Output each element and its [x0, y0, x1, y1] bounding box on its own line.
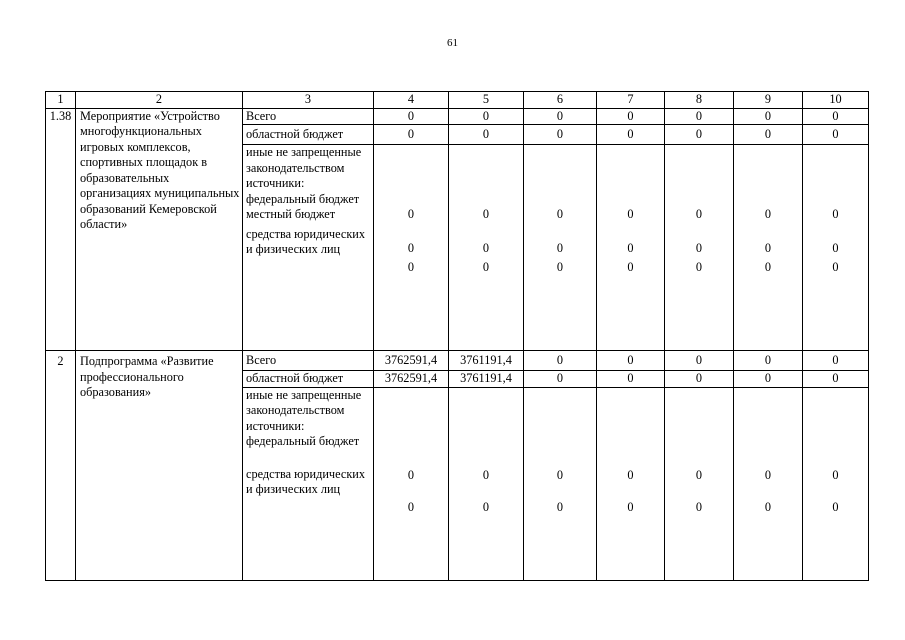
- measure-name: Подпрограмма «Развитие профессионального образования»: [76, 351, 243, 581]
- federal-value: 0: [482, 207, 490, 221]
- page-number: 61: [447, 37, 458, 49]
- table-cell: 3761191,4: [449, 351, 524, 371]
- row-number: 1.38: [46, 108, 76, 351]
- table-cell: 0: [449, 125, 524, 145]
- table-cell: 0: [803, 351, 869, 371]
- private-funds-label: средства юридических и физических лиц: [246, 226, 366, 256]
- source-label: Всего: [243, 351, 374, 371]
- private-value: 0: [627, 260, 634, 274]
- table-cell: 0: [665, 371, 734, 388]
- table-cell: [524, 145, 597, 351]
- private-value: 0: [482, 500, 490, 514]
- table-cell: 0: [803, 108, 869, 125]
- federal-value: 0: [556, 207, 564, 221]
- table-cell: 0: [665, 351, 734, 371]
- private-value: 0: [695, 260, 703, 274]
- table-cell: 3762591,4: [374, 351, 449, 371]
- table-cell: 0: [524, 125, 597, 145]
- local-value: 0: [407, 240, 415, 255]
- table-row: [46, 351, 869, 371]
- table-cell: [734, 387, 803, 581]
- local-value: 0: [482, 240, 490, 255]
- private-value: 0: [832, 500, 839, 514]
- private-value: 0: [407, 500, 415, 514]
- private-value: 0: [832, 260, 839, 274]
- source-labels: [243, 145, 374, 351]
- table-cell: [524, 387, 597, 581]
- source-label: Всего: [243, 108, 374, 125]
- column-header: 5: [449, 92, 524, 109]
- table-cell: 0: [665, 125, 734, 145]
- table-cell: 0: [449, 108, 524, 125]
- table-cell: 0: [374, 125, 449, 145]
- local-value: 0: [832, 240, 839, 255]
- local-value: 0: [695, 240, 703, 255]
- table-cell: 0: [524, 351, 597, 371]
- federal-value: 0: [695, 207, 703, 221]
- table-cell: 0: [597, 108, 665, 125]
- table-cell: 0: [597, 351, 665, 371]
- table-cell: [597, 387, 665, 581]
- table-cell: 0: [734, 351, 803, 371]
- private-value: 0: [482, 260, 490, 274]
- table-cell: 0: [597, 125, 665, 145]
- source-labels: [243, 387, 374, 581]
- federal-value: 0: [832, 467, 839, 482]
- private-value: 0: [695, 500, 703, 514]
- column-header: 9: [734, 92, 803, 109]
- table-cell: 0: [374, 108, 449, 125]
- other-sources-label: иные не запрещенные законодательством источники:: [246, 145, 362, 190]
- table-cell: 3762591,4: [374, 371, 449, 388]
- table-cell: [734, 145, 803, 351]
- column-header: 4: [374, 92, 449, 109]
- column-header: 3: [243, 92, 374, 109]
- private-value: 0: [627, 500, 634, 514]
- table-cell: 0: [734, 371, 803, 388]
- federal-value: 0: [482, 467, 490, 482]
- column-header: 7: [597, 92, 665, 109]
- table-row: [46, 108, 869, 125]
- private-value: 0: [556, 260, 564, 274]
- local-value: 0: [764, 240, 772, 255]
- table-cell: [803, 145, 869, 351]
- row-number: 2: [46, 351, 76, 581]
- table-cell: 0: [803, 371, 869, 388]
- table-cell: 0: [665, 108, 734, 125]
- private-funds-label: средства юридических и физических лиц: [246, 466, 366, 496]
- private-value: 0: [764, 260, 772, 274]
- table-cell: 0: [803, 125, 869, 145]
- measure-name: Мероприятие «Устройство многофункциональных игровых комплексов, спортивных площадок в образовательных организациях муниципальных образований Кемеровской области»: [76, 108, 243, 351]
- federal-budget-label: федеральный бюджет: [246, 434, 360, 448]
- column-header: 1: [46, 92, 76, 109]
- federal-value: 0: [627, 207, 634, 221]
- column-header: 2: [76, 92, 243, 109]
- private-value: 0: [407, 260, 415, 274]
- federal-value: 0: [627, 467, 634, 482]
- federal-value: 0: [407, 207, 415, 221]
- federal-budget-label: федеральный бюджет: [246, 191, 360, 206]
- local-value: 0: [556, 240, 564, 255]
- table-cell: 0: [524, 108, 597, 125]
- table-cell: [665, 387, 734, 581]
- federal-value: 0: [556, 467, 564, 482]
- source-label: областной бюджет: [243, 371, 374, 388]
- local-budget-label: местный бюджет: [246, 207, 336, 221]
- private-value: 0: [764, 500, 772, 514]
- table-cell: 3761191,4: [449, 371, 524, 388]
- federal-value: 0: [832, 207, 839, 221]
- table-cell: [374, 145, 449, 351]
- budget-table: [45, 91, 869, 581]
- table-cell: [374, 387, 449, 581]
- private-value: 0: [556, 500, 564, 514]
- table-cell: 0: [734, 125, 803, 145]
- table-cell: 0: [524, 371, 597, 388]
- column-header: 6: [524, 92, 597, 109]
- table-cell: [803, 387, 869, 581]
- source-label: областной бюджет: [243, 125, 374, 145]
- federal-value: 0: [407, 467, 415, 482]
- local-value: 0: [627, 240, 634, 255]
- column-header-row: [46, 92, 869, 109]
- column-header: 8: [665, 92, 734, 109]
- table-cell: [597, 145, 665, 351]
- table-cell: 0: [734, 108, 803, 125]
- table-cell: [449, 387, 524, 581]
- other-sources-label: иные не запрещенные законодательством источники:: [246, 387, 362, 433]
- table-cell: 0: [597, 371, 665, 388]
- federal-value: 0: [764, 467, 772, 482]
- table-cell: [665, 145, 734, 351]
- table-cell: [449, 145, 524, 351]
- column-header: 10: [803, 92, 869, 109]
- federal-value: 0: [764, 207, 772, 221]
- federal-value: 0: [695, 467, 703, 482]
